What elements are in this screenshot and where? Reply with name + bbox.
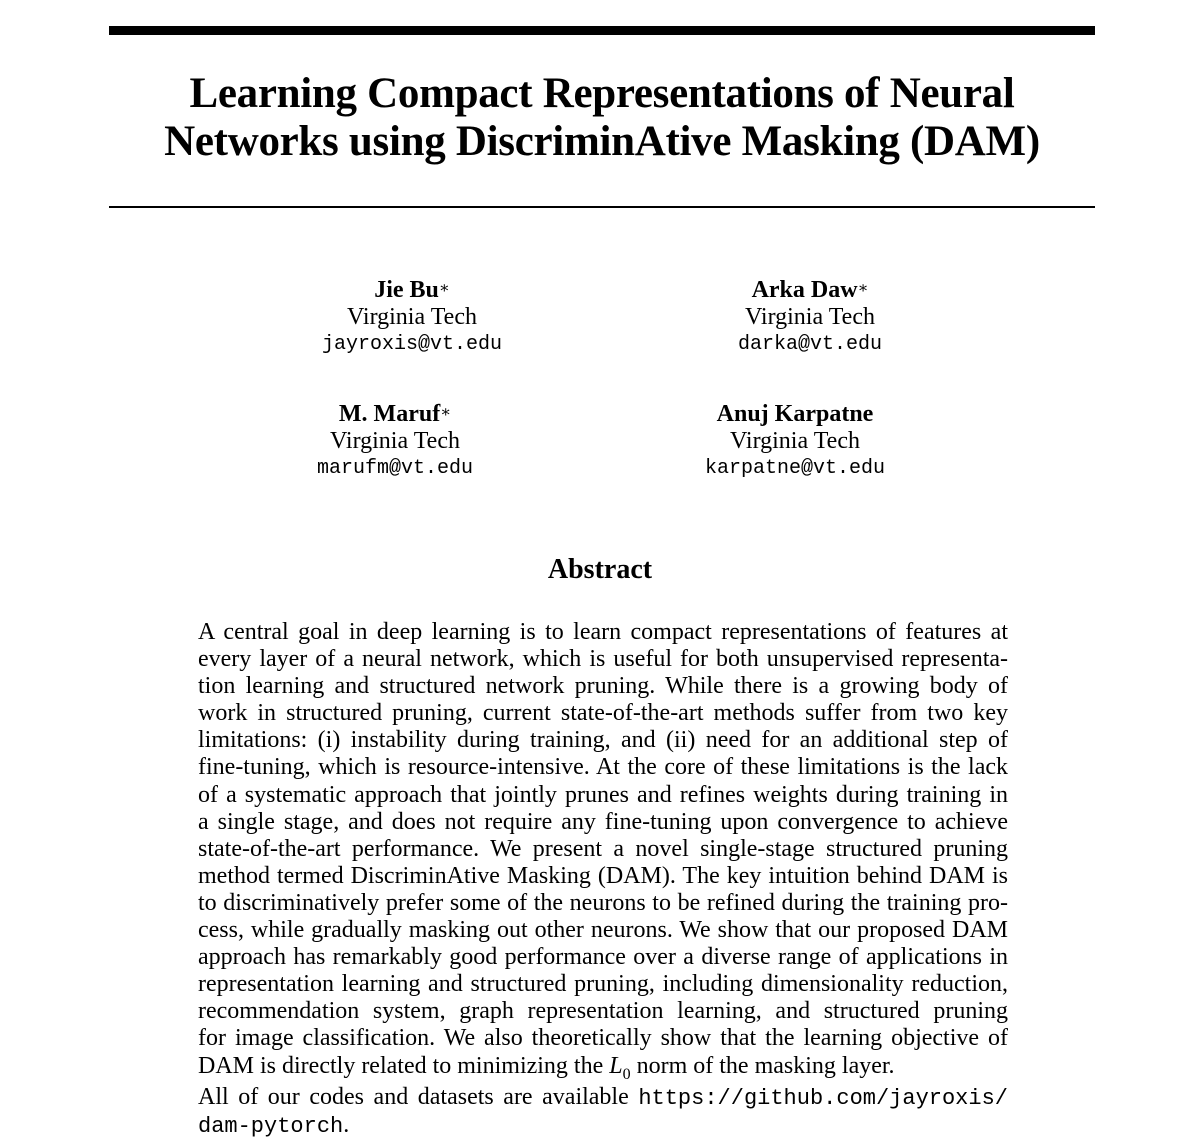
author-name: M. Maruf: [338, 401, 441, 427]
abstract-line: work in structured pruning, current state-of-the-art methods suffer from two key: [198, 700, 1008, 727]
top-rule: [109, 26, 1095, 35]
l0-norm-symbol: [609, 1052, 631, 1083]
abstract-line: recommendation system, graph representation learning, and structured pruning: [198, 998, 1008, 1025]
abstract-last-line: [198, 1053, 1008, 1088]
title-line-2: Networks using DiscriminAtive Masking (DAM): [164, 118, 1040, 165]
code-availability: [198, 1084, 1008, 1140]
title-line-1: Learning Compact Representations of Neural: [189, 70, 1015, 117]
abstract-line: fine-tuning, which is resource-intensive. At the core of these limitations is the lack: [198, 754, 1008, 781]
github-link-continued[interactable]: dam-pytorch: [198, 1114, 344, 1139]
author-email[interactable]: marufm@vt.edu: [316, 457, 474, 480]
abstract-line: A central goal in deep learning is to learn compact representations of features at: [198, 619, 1008, 645]
github-link[interactable]: https://github.com/jayroxis/: [638, 1086, 1008, 1111]
author-block-1: [242, 277, 582, 359]
author-name: Arka Daw: [751, 277, 858, 303]
author-name: Anuj Karpatne: [716, 401, 874, 427]
abstract-line: for image classification. We also theoretically show that the learning objective of: [198, 1025, 1008, 1052]
code-availability-end: .: [343, 1112, 350, 1138]
abstract-line: method termed DiscriminAtive Masking (DAM). The key intuition behind DAM is: [198, 862, 1008, 889]
author-affiliation: Virginia Tech: [745, 304, 875, 330]
math-subscript: 0: [622, 1065, 631, 1083]
abstract-last-line-suffix: norm of the masking layer.: [630, 1052, 895, 1079]
author-name: Jie Bu: [374, 277, 439, 303]
abstract-line: every layer of a neural network, which is useful for both unsupervised representa-: [198, 646, 1008, 673]
equal-contribution-mark: ∗: [438, 280, 450, 297]
author-affiliation: Virginia Tech: [330, 428, 460, 454]
author-block-2: [640, 277, 980, 359]
author-block-3: [225, 401, 565, 483]
author-email[interactable]: darka@vt.edu: [737, 333, 883, 356]
author-email[interactable]: jayroxis@vt.edu: [321, 333, 503, 356]
abstract-last-line-prefix: DAM is directly related to minimizing the: [198, 1052, 610, 1079]
math-symbol: L: [609, 1052, 623, 1079]
code-availability-line-1: [198, 1084, 1008, 1112]
author-affiliation: Virginia Tech: [730, 428, 860, 454]
abstract-line: representation learning and structured pruning, including dimensionality reduction,: [198, 971, 1008, 998]
equal-contribution-mark: ∗: [440, 404, 452, 421]
abstract-heading: Abstract: [547, 554, 653, 585]
author-block-4: [625, 401, 965, 483]
abstract-line: limitations: (i) instability during training, and (ii) need for an additional step of: [198, 727, 1008, 754]
abstract-line: tion learning and structured network pruning. While there is a growing body of: [198, 673, 1008, 700]
abstract-line: of a systematic approach that jointly prunes and refines weights during training in: [198, 781, 1008, 808]
code-availability-line-2: [198, 1112, 349, 1138]
abstract-line: approach has remarkably good performance over a diverse range of applications in: [198, 944, 1008, 971]
author-affiliation: Virginia Tech: [347, 304, 477, 330]
abstract-line: a single stage, and does not require any fine-tuning upon convergence to achieve: [198, 808, 1008, 835]
title-bottom-rule: [109, 206, 1095, 208]
abstract-line: state-of-the-art performance. We present a novel single-stage structured pruning: [198, 835, 1008, 862]
abstract-body: [198, 619, 1008, 1087]
author-email[interactable]: karpatne@vt.edu: [704, 457, 886, 480]
code-availability-text: All of our codes and datasets are available: [198, 1084, 639, 1110]
equal-contribution-mark: ∗: [857, 280, 869, 297]
abstract-line: to discriminatively prefer some of the neurons to be refined during the training pro-: [198, 889, 1008, 916]
abstract-line: cess, while gradually masking out other neurons. We show that our proposed DAM: [198, 917, 1008, 944]
paper-title: [109, 70, 1095, 166]
